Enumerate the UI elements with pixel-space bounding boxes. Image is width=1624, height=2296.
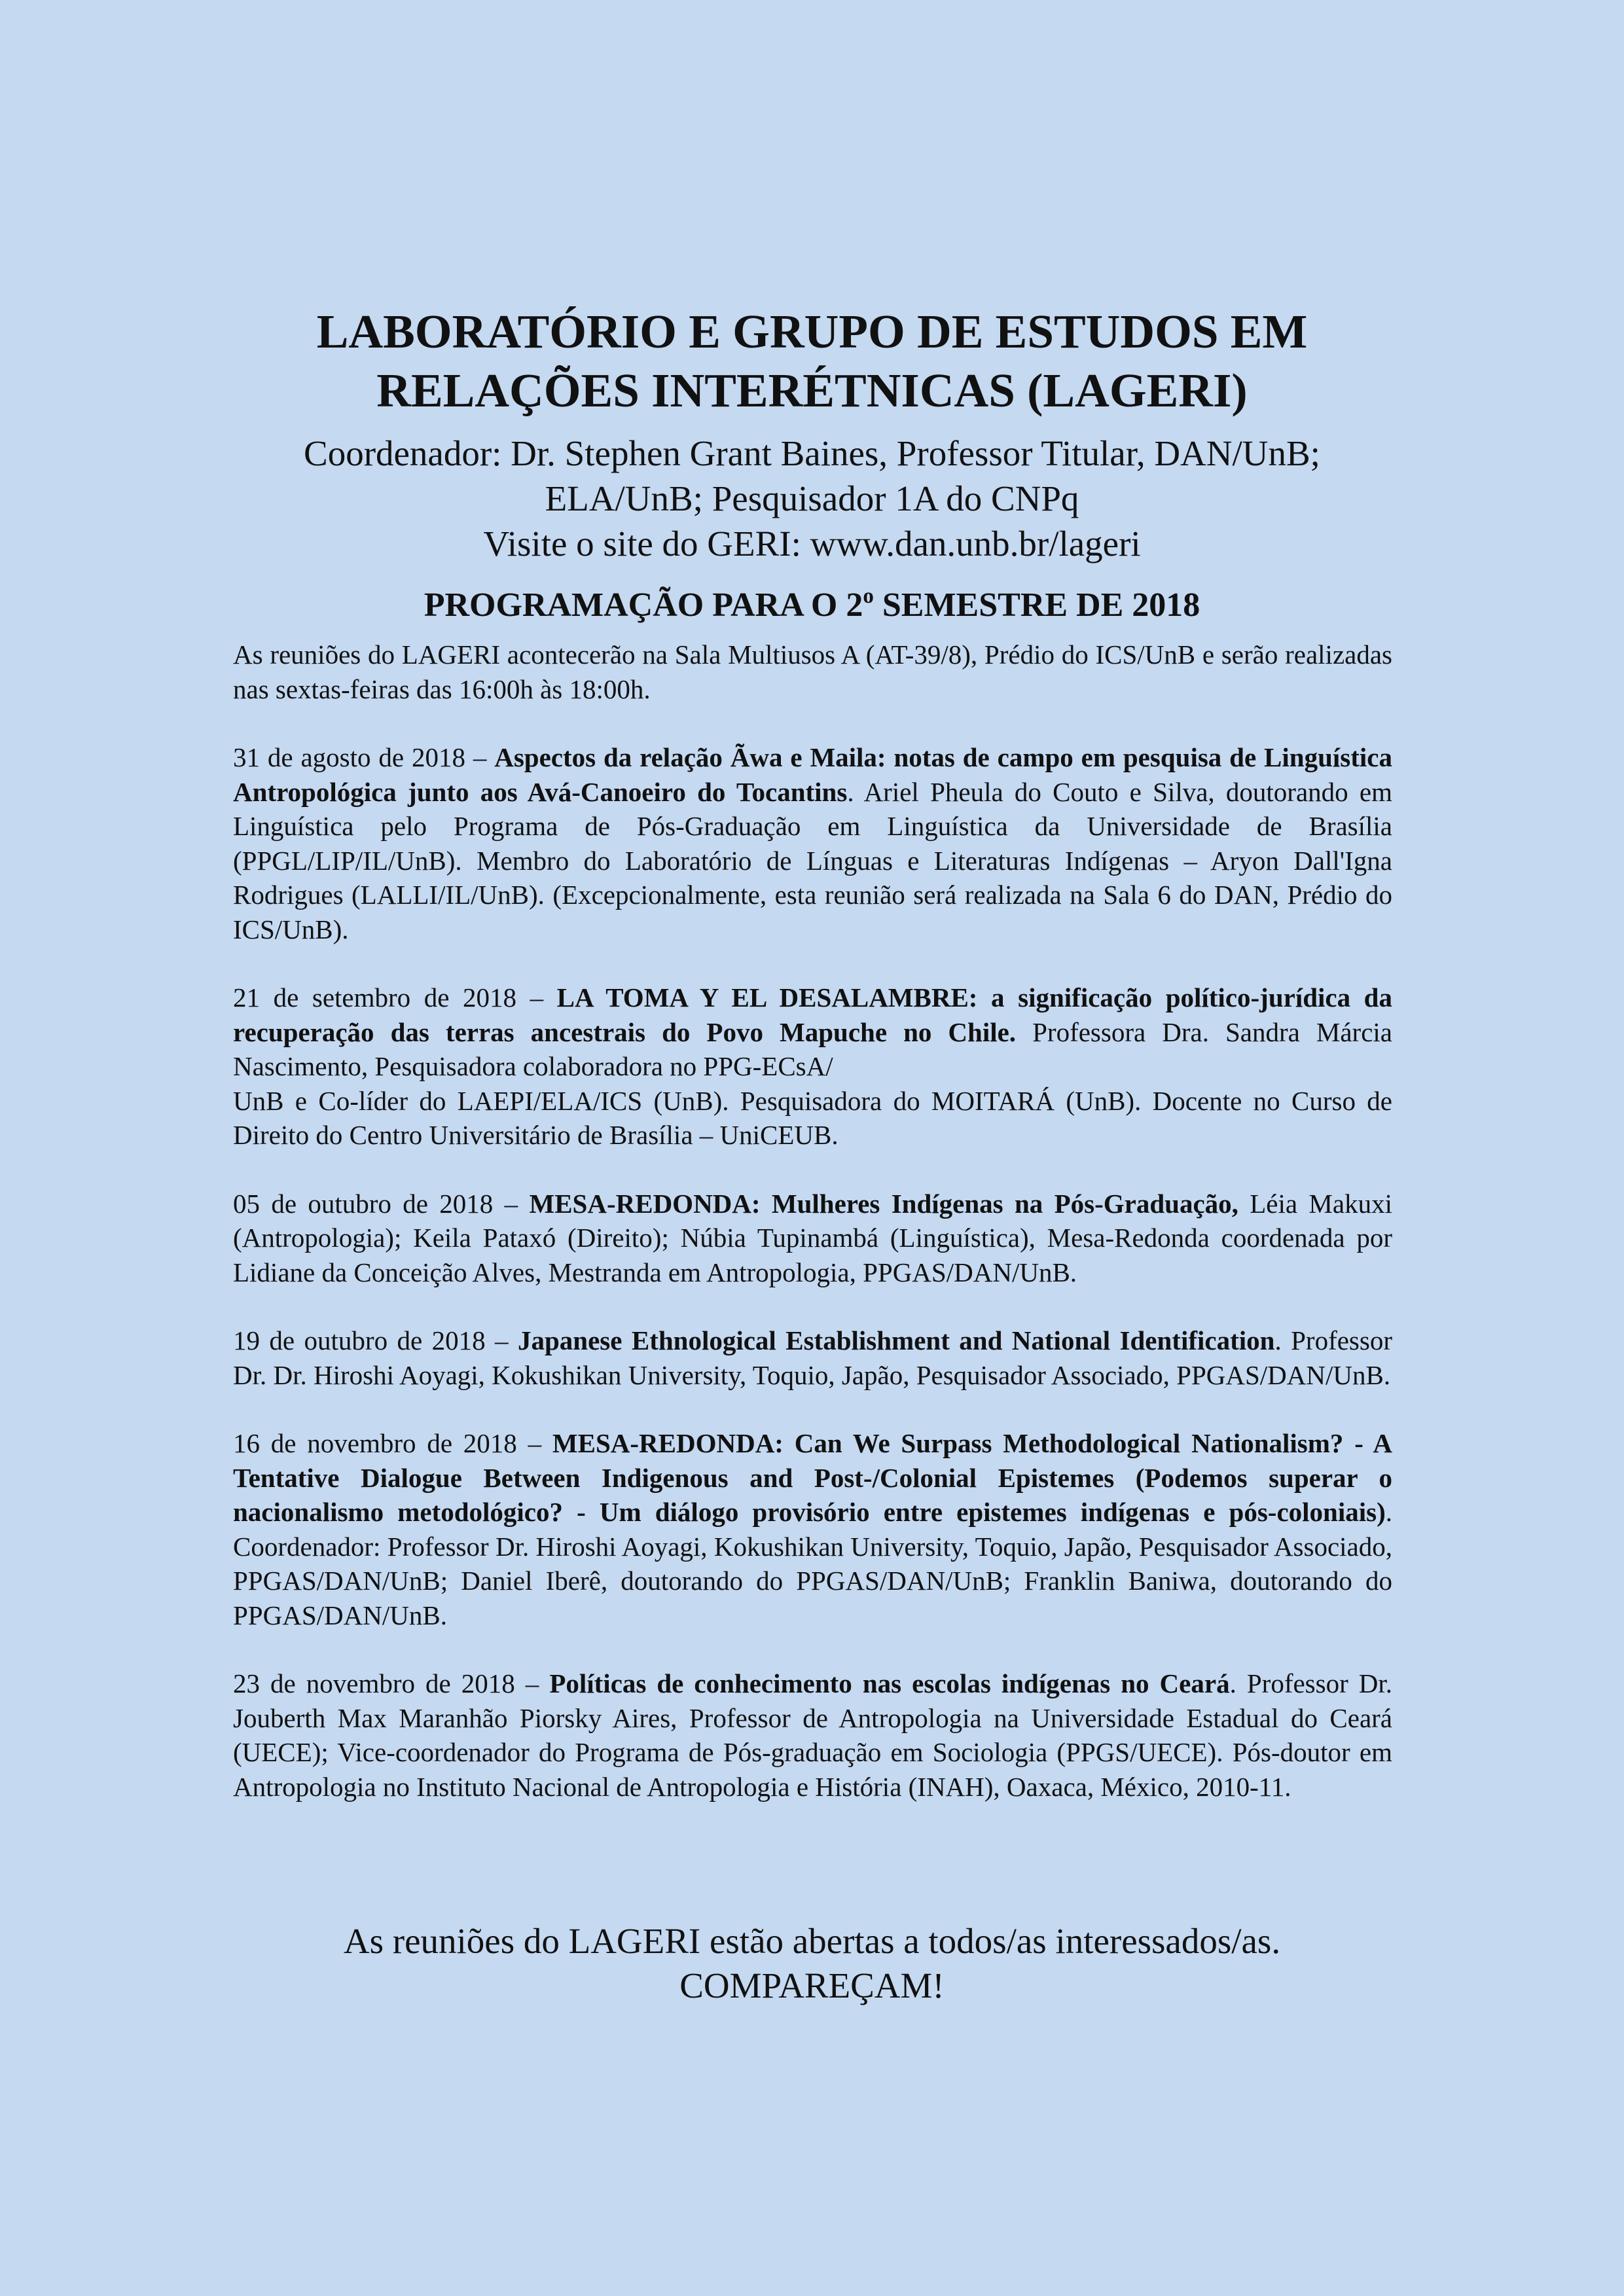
event-item (233, 1323, 1392, 1392)
event-title: LA TOMA Y EL DESALAMBRE: a significação político-jurídica da recuperação das terras ancestrais do Povo Mapuche no Chile. (233, 982, 1392, 1047)
schedule-body (233, 637, 1392, 1838)
site-line: Visite o site do GERI: www.dan.unb.br/lageri (483, 524, 1141, 564)
event-item (233, 1426, 1392, 1632)
ordinal-indicator: o (863, 584, 874, 608)
intro-paragraph: As reuniões do LAGERI acontecerão na Sala Multiusos A (AT-39/8), Prédio do ICS/UnB e serão realizadas nas sextas-feiras das 16:00h às 18:00h. (233, 639, 1392, 704)
event-title: MESA-REDONDA: Can We Surpass Methodological Nationalism? - A Tentative Dialogue Between Indigenous and Post-/Colonial Epistemes (Podemos superar o nacionalismo metodológico? - Um diálogo provisório entre epistemes indígenas e pós-coloniais) (233, 1428, 1392, 1527)
event-item (233, 740, 1392, 946)
coordinator-line-1: Coordenador: Dr. Stephen Grant Baines, Professor Titular, DAN/UnB; (304, 433, 1320, 473)
event-title: Políticas de conhecimento nas escolas indígenas no Ceará (549, 1668, 1230, 1698)
event-date: 21 de setembro de 2018 – (233, 982, 557, 1013)
event-details: Professora Dra. Sandra Márcia Nascimento, Pesquisadora colaboradora no PPG-ECsA/ (233, 1016, 1392, 1081)
event-date: 19 de outubro de 2018 – (233, 1325, 518, 1355)
footer (196, 1919, 1428, 2008)
program-title (196, 584, 1428, 626)
event-details: . Coordenador: Professor Dr. Hiroshi Aoyagi, Kokushikan University, Toquio, Japão, Pesquisador Associado, PPGAS/DAN/UnB; Daniel Iberê, doutorando do PPGAS/DAN/UnB; Franklin Baniwa, doutorando do PPGAS/DAN/UnB. (233, 1497, 1392, 1630)
program-title-end: SEMESTRE DE 2018 (873, 586, 1200, 624)
event-details: . Ariel Pheula do Couto e Silva, doutorando em Linguística pelo Programa de Pós-Graduação em Linguística da Universidade de Brasília (PPGL/LIP/IL/UnB). Membro do Laboratório de Línguas e Literaturas Indígenas – Aryon Dall'Igna Rodrigues (LALLI/IL/UnB). (Excepcionalmente, esta reunião será realizada na Sala 6 do DAN, Prédio do ICS/UnB). (233, 776, 1393, 944)
title-line-1: LABORATÓRIO E GRUPO DE ESTUDOS EM (316, 305, 1308, 358)
program-title-start: PROGRAMAÇÃO PARA O 2 (424, 586, 863, 624)
event-item (233, 1666, 1392, 1804)
event-date: 05 de outubro de 2018 – (233, 1188, 530, 1219)
footer-invitation: As reuniões do LAGERI estão abertas a todos/as interessados/as. (343, 1921, 1281, 1961)
event-date: 31 de agosto de 2018 – (233, 742, 495, 772)
event-title: MESA-REDONDA: Mulheres Indígenas na Pós-Graduação, (529, 1188, 1238, 1219)
event-date: 16 de novembro de 2018 – (233, 1428, 552, 1458)
event-title: Japanese Ethnological Establishment and National Identification (517, 1325, 1275, 1355)
footer-call: COMPAREÇAM! (679, 1965, 945, 2005)
event-details: . Professor Dr. Jouberth Max Maranhão Piorsky Aires, Professor de Antropologia na Universidade Estadual do Ceará (UECE); Vice-coordenador do Programa de Pós-graduação em Sociologia (PPGS/UECE). Pós-doutor em Antropologia no Instituto Nacional de Antropologia e História (INAH), Oaxaca, México, 2010-11. (233, 1668, 1393, 1802)
event-item (233, 980, 1392, 1153)
event-date: 23 de novembro de 2018 – (233, 1668, 550, 1698)
coordinator-line-2: ELA/UnB; Pesquisador 1A do CNPq (545, 478, 1079, 518)
event-details-continued: UnB e Co-líder do LAEPI/ELA/ICS (UnB). Pesquisadora do MOITARÁ (UnB). Docente no Curso de Direito do Centro Universitário de Brasília – UniCEUB. (233, 1085, 1392, 1150)
title-line-2: RELAÇÕES INTERÉTNICAS (LAGERI) (376, 364, 1248, 417)
event-details: . Professor Dr. Dr. Hiroshi Aoyagi, Kokushikan University, Toquio, Japão, Pesquisador Associado, PPGAS/DAN/UnB. (233, 1325, 1392, 1390)
page-title (196, 302, 1428, 420)
event-title: Aspectos da relação Ãwa e Maila: notas de campo em pesquisa de Linguística Antropológica junto aos Avá-Canoeiro do Tocantins (233, 742, 1392, 807)
event-item (233, 1187, 1392, 1290)
header (196, 302, 1428, 626)
event-details: Léia Makuxi (Antropologia); Keila Pataxó (Direito); Núbia Tupinambá (Linguística), Mesa-Redonda coordenada por Lidiane da Conceição Alves, Mestranda em Antropologia, PPGAS/DAN/UnB. (233, 1188, 1392, 1287)
